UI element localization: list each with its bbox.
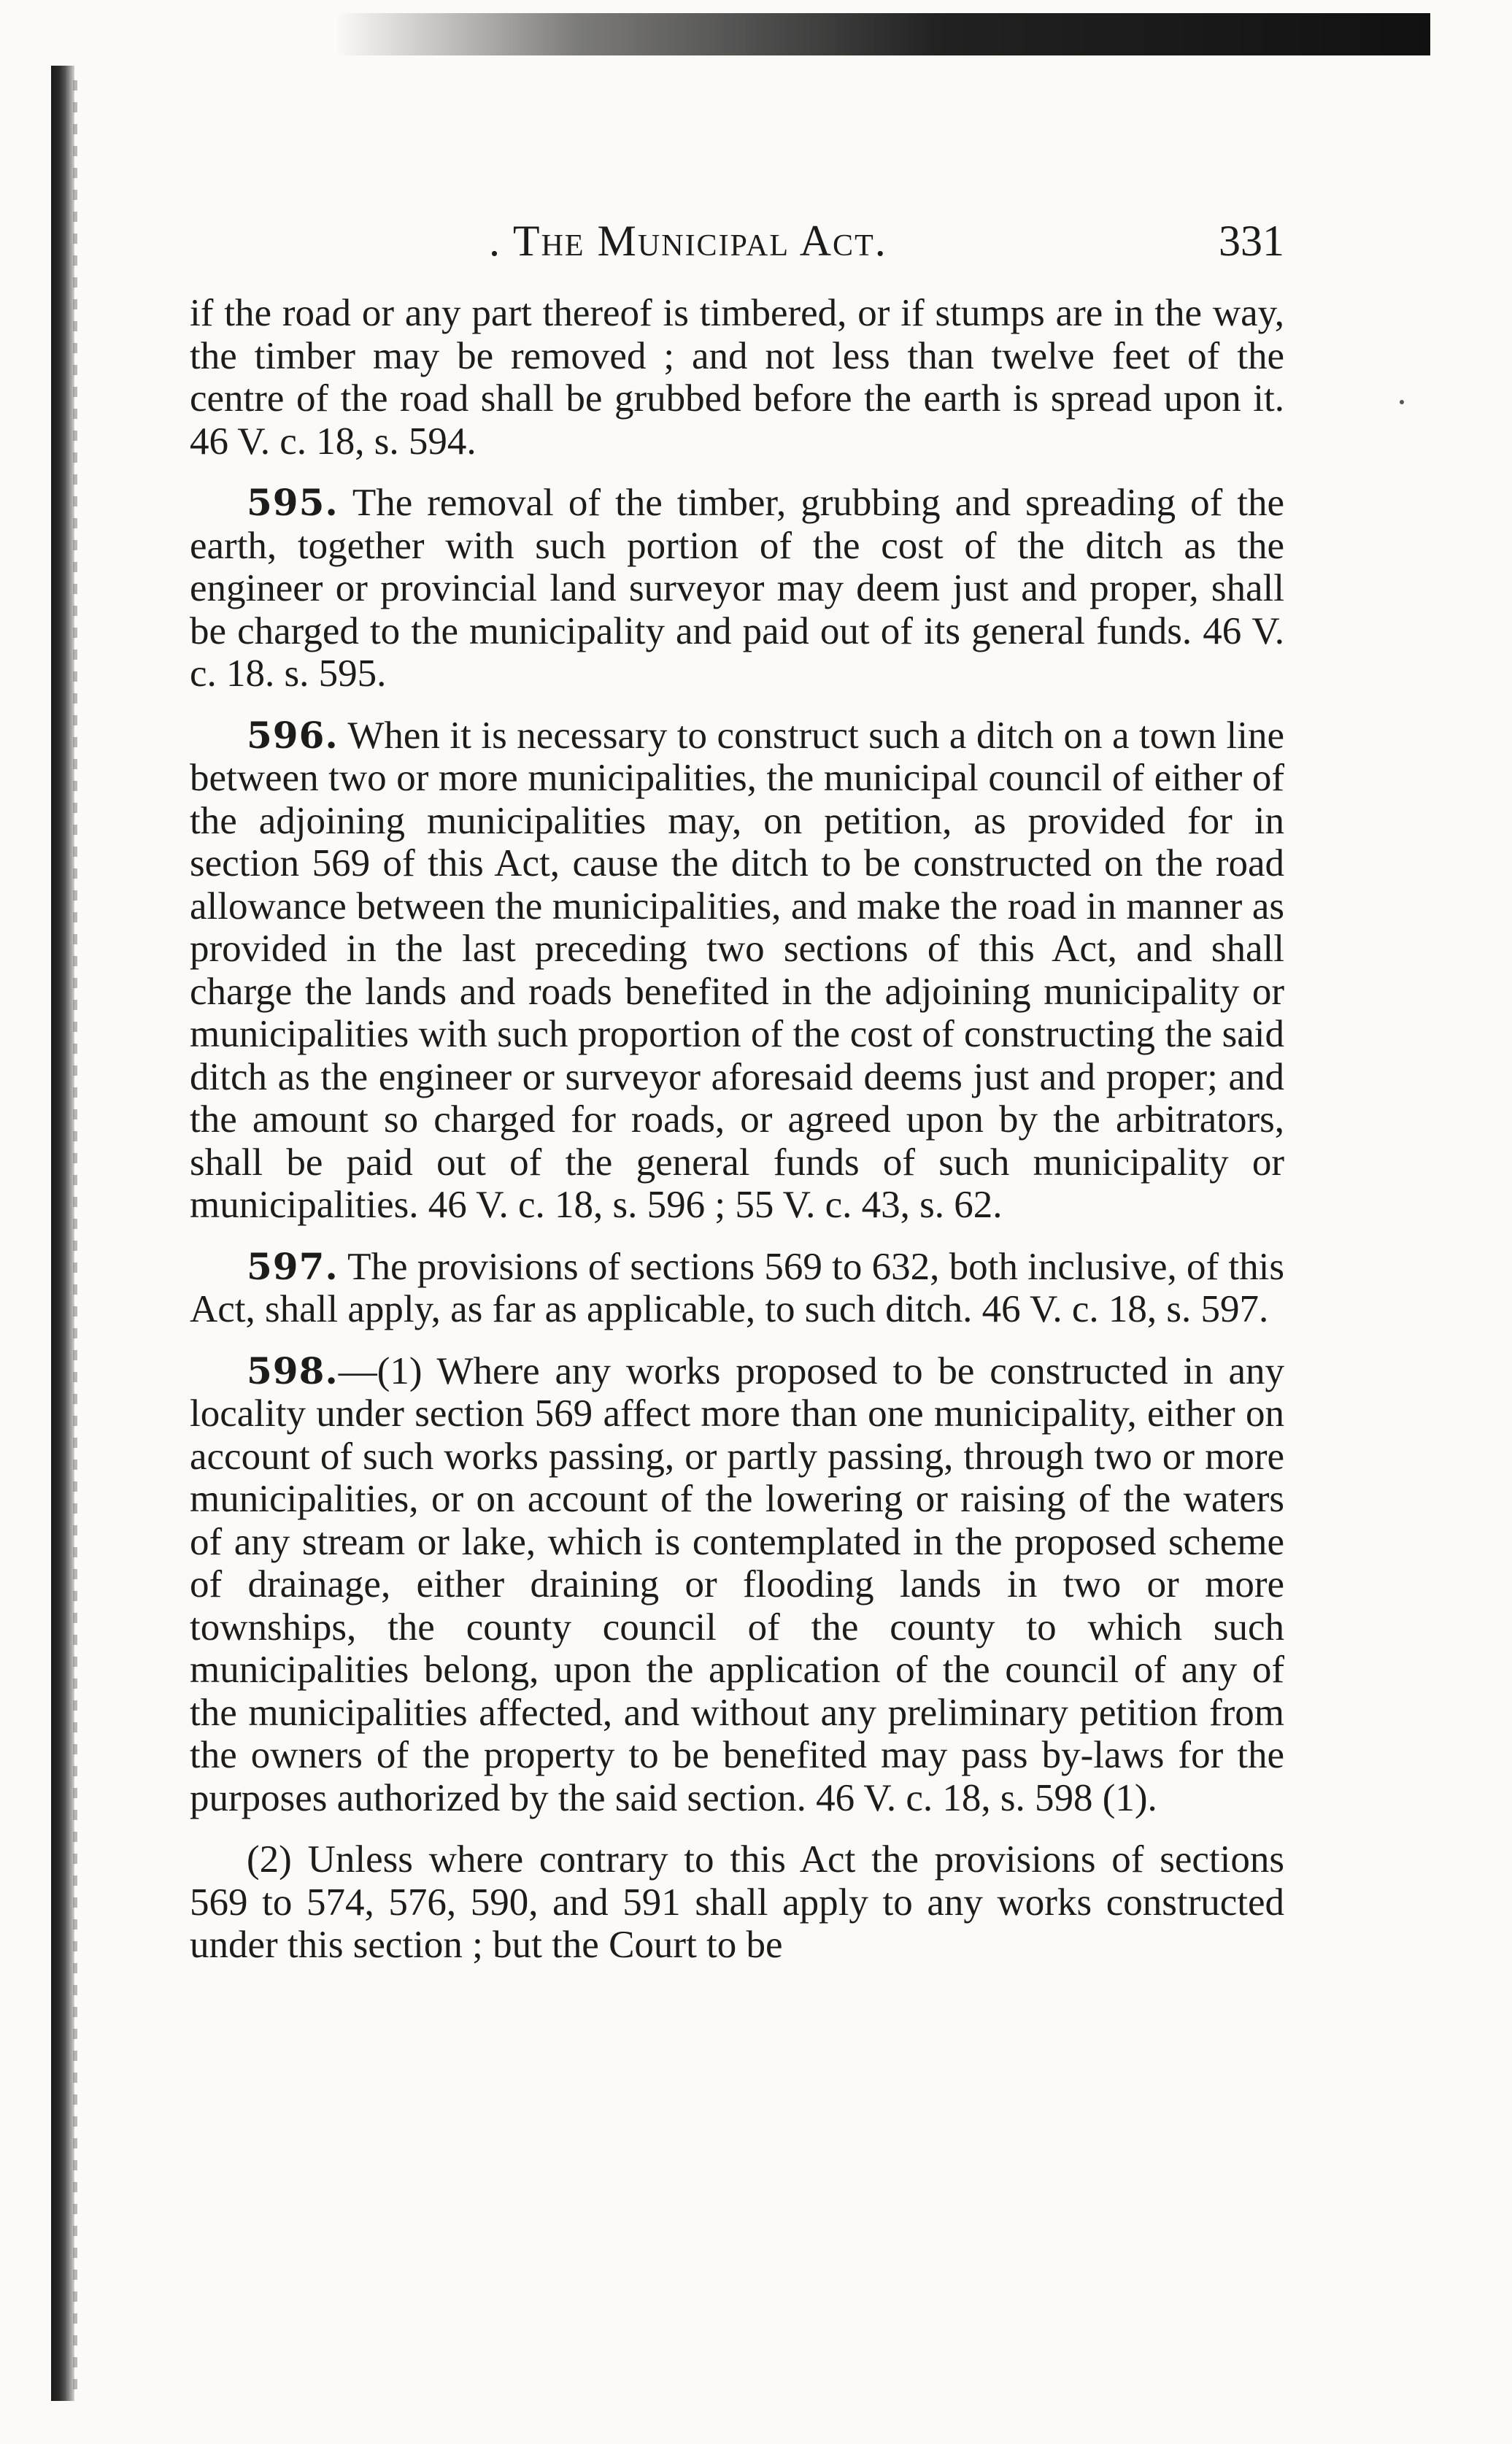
page-title: . The Municipal Act. bbox=[489, 217, 887, 265]
page-body bbox=[190, 292, 1284, 1986]
section-598 bbox=[190, 1350, 1284, 1820]
section-number: 598. bbox=[247, 1349, 339, 1392]
scan-spine-edge bbox=[73, 80, 77, 2401]
section-number: 596. bbox=[247, 713, 339, 757]
paragraph-text: The removal of the timber, grubbing and spreading of the earth, together with such portion of the cost of the ditch as the engineer or provincial land surveyor may deem just and proper, shall be charged to the municipality and paid out of its general funds. 46 V. c. 18. s. 595. bbox=[190, 482, 1285, 695]
paragraph-text: The provisions of sections 569 to 632, both inclusive, of this Act, shall apply, as far as applicable, to such ditch. 46 V. c. 18, s. 597. bbox=[190, 1245, 1285, 1330]
paragraph-text: (2) Unless where contrary to this Act the provisions of sections 569 to 574, 576, 590, and 591 shall apply to any works constructed under this section ; but the Court to be bbox=[190, 1838, 1284, 1966]
section-595 bbox=[190, 482, 1284, 695]
scan-speck bbox=[1400, 400, 1404, 404]
paragraph-text: When it is necessary to construct such a ditch on a town line between two or more municipalities, the municipal council of either of the adjoining municipalities may, on petition, as provided for in section 569 of this Act, cause the ditch to be constructed on the road allowance between the municipalities, and make the road in manner as provided in the last preceding two sections of this Act, and shall charge the lands and roads benefited in the adjoining municipality or municipalities with such proportion of the cost of constructing the said ditch as the engineer or surveyor aforesaid deems just and proper; and the amount so charged for roads, or agreed upon by the arbitrators, shall be paid out of the general funds of such municipality or municipalities. 46 V. c. 18, s. 596 ; 55 V. c. 43, s. 62. bbox=[190, 714, 1284, 1226]
scan-dark-band bbox=[336, 13, 1430, 55]
section-number: 595. bbox=[247, 481, 339, 524]
running-header bbox=[190, 216, 1284, 282]
paragraph-continuation bbox=[190, 292, 1284, 463]
scan-top-border bbox=[0, 13, 1430, 64]
section-596 bbox=[190, 714, 1284, 1227]
section-number: 597. bbox=[247, 1244, 339, 1288]
subsection-598-2 bbox=[190, 1838, 1284, 1967]
scan-left-spine bbox=[51, 66, 74, 2401]
paragraph-text: —(1) Where any works proposed to be constructed in any locality under section 569 affect more than one municipality, either on account of such works passing, or partly passing, through two or more municipalities, or on account of the lowering or raising of the waters of any stream or lake, which is contemplated in the proposed scheme of drainage, either draining or flooding lands in two or more townships, the county council of the county to which such municipalities belong, upon the application of the council of any of the municipalities affected, and without any preliminary petition from the owners of the property to be benefited may pass by-laws for the purposes authorized by the said section. 46 V. c. 18, s. 598 (1). bbox=[190, 1349, 1284, 1819]
paragraph-text: if the road or any part thereof is timbered, or if stumps are in the way, the timber may be removed ; and not less than twelve feet of the centre of the road shall be grubbed before the earth is spread upon it. 46 V. c. 18, s. 594. bbox=[190, 292, 1284, 463]
section-597 bbox=[190, 1246, 1284, 1331]
page-number: 331 bbox=[1219, 217, 1284, 265]
